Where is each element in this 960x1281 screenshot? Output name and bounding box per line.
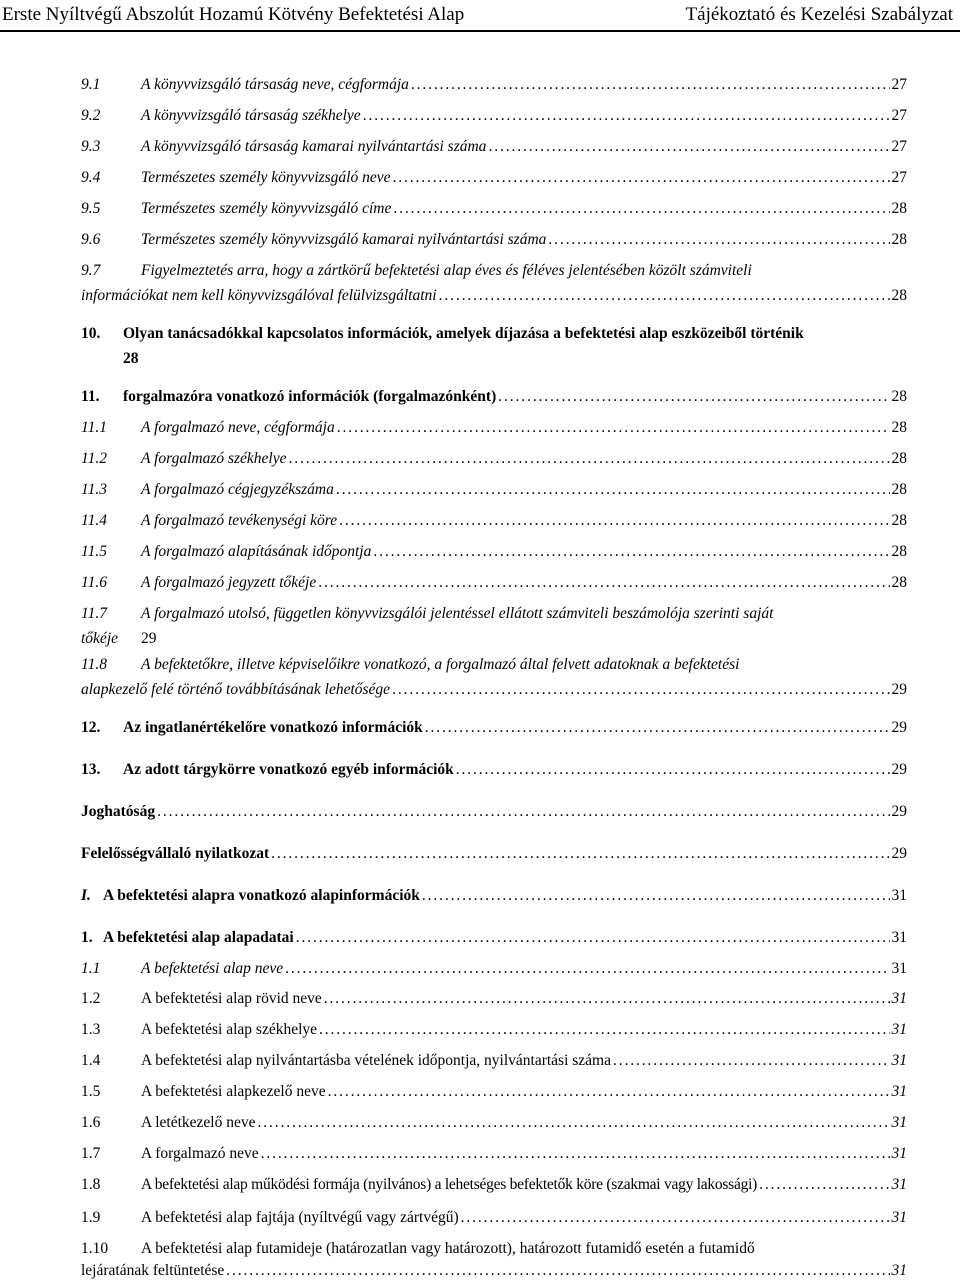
toc-page: 31 [891, 1145, 907, 1162]
toc-leader [393, 165, 890, 190]
toc-title: Az ingatlanértékelőre vonatkozó információk [123, 719, 423, 736]
toc-number: 1.7 [81, 1145, 101, 1162]
toc-page: 28 [891, 512, 907, 529]
toc-page: 29 [891, 803, 907, 820]
toc-entry-9-2[interactable] [81, 103, 907, 128]
toc-leader [324, 986, 890, 1011]
toc-title: A könyvvizsgáló társaság székhelye [141, 107, 361, 124]
toc-title: A befektetési alapra vonatkozó alapinformációk [103, 887, 420, 904]
toc-page: 31 [891, 1021, 907, 1038]
toc-leader [456, 757, 890, 782]
toc-number: 1.5 [81, 1083, 101, 1100]
header-fund-title: Erste Nyíltvégű Abszolút Hozamú Kötvény Befektetési Alap [2, 4, 465, 25]
toc-page: 28 [891, 231, 907, 248]
toc-number: 11.4 [81, 512, 107, 529]
toc-page: 28 [891, 574, 907, 591]
toc-number: 1.8 [81, 1176, 101, 1193]
toc-number: 1.6 [81, 1114, 101, 1131]
toc-page: 31 [891, 1114, 907, 1131]
toc-number: 9.5 [81, 200, 101, 217]
toc-leader [157, 799, 889, 824]
toc-number: 1.3 [81, 1021, 101, 1038]
toc-title: A forgalmazó neve [141, 1145, 259, 1162]
toc-entry-11-3[interactable] [81, 477, 907, 502]
toc-title: Felelősségvállaló nyilatkozat [81, 845, 270, 862]
toc-entry-9-6[interactable] [81, 227, 907, 252]
toc-title: A letétkezelő neve [141, 1114, 256, 1131]
toc-title: A könyvvizsgáló társaság neve, cégformája [141, 76, 409, 93]
toc-leader [461, 1205, 890, 1230]
toc-entry-13[interactable] [81, 757, 907, 782]
toc-title: A befektetési alap székhelye [141, 1021, 318, 1038]
page-header [0, 0, 960, 30]
toc-page: 28 [891, 388, 907, 405]
toc-number: 11. [81, 388, 100, 405]
toc-entry-9-1[interactable] [81, 72, 907, 97]
toc-leader [271, 841, 889, 866]
toc-entry-12[interactable] [81, 715, 907, 740]
toc-title: Természetes személy könyvvizsgáló kamarai nyilvántartási száma [141, 231, 547, 248]
toc-leader [257, 1110, 889, 1135]
toc-title: A befektetési alap működési formája (nyilvános) a lehetséges befektetők köre (szakmai vagy lakossági) [141, 1176, 758, 1193]
toc-leader [759, 1172, 889, 1197]
toc-page: 31 [891, 1083, 907, 1100]
toc-entry-9-5[interactable] [81, 196, 907, 221]
toc-page: 29 [891, 761, 907, 778]
toc-number: 1.9 [81, 1209, 101, 1226]
toc-leader [363, 103, 890, 128]
toc-entry-joghatosag[interactable] [81, 799, 907, 824]
toc-number: 1.2 [81, 990, 101, 1007]
toc-number: 9.7 [81, 262, 101, 279]
toc-title: A befektetési alapkezelő neve [141, 1083, 326, 1100]
toc-entry-11-1[interactable] [81, 415, 907, 440]
toc-page: 29 [891, 719, 907, 736]
toc-title: Joghatóság [81, 803, 156, 820]
toc-entry-11-5[interactable] [81, 539, 907, 564]
toc-title: A forgalmazó neve, cégformája [141, 419, 335, 436]
toc-title-line2: lejáratának feltüntetése [81, 1262, 225, 1279]
toc-leader [296, 925, 890, 950]
toc-entry-11-4[interactable] [81, 508, 907, 533]
toc-title-line1: A befektetőkre, illetve képviselőikre vonatkozó, a forgalmazó által felvett adatoknak a befektetési [141, 656, 740, 673]
toc-entry-1-6[interactable] [81, 1110, 907, 1135]
toc-leader [392, 677, 889, 702]
toc-page: 27 [891, 169, 907, 186]
toc-leader [422, 883, 890, 908]
toc-page: 31 [891, 1052, 907, 1069]
toc-number: 1.10 [81, 1240, 109, 1257]
toc-page: 28 [891, 450, 907, 467]
toc-number: 11.7 [81, 605, 107, 622]
toc-entry-11-8[interactable] [81, 652, 907, 702]
toc-page: 28 [891, 287, 907, 304]
toc-number: 1.4 [81, 1052, 101, 1069]
toc-title: Természetes személy könyvvizsgáló neve [141, 169, 391, 186]
toc-leader [328, 1079, 890, 1104]
toc-title: A befektetési alap rövid neve [141, 990, 322, 1007]
toc-number: 11.8 [81, 656, 107, 673]
toc-entry-1-7[interactable] [81, 1141, 907, 1166]
toc-entry-1-1[interactable] [81, 956, 907, 981]
toc-title: A befektetési alap nyilvántartásba vételének időpontja, nyilvántartási száma [141, 1052, 611, 1069]
toc-entry-1[interactable] [81, 925, 907, 950]
toc-number: 11.5 [81, 543, 107, 560]
toc-title: A befektetési alap alapadatai [103, 929, 294, 946]
toc-entry-11-2[interactable] [81, 446, 907, 471]
toc-leader [373, 539, 889, 564]
toc-entry-part-i[interactable] [81, 883, 907, 908]
toc-entry-felelossegvallalo[interactable] [81, 841, 907, 866]
toc-leader [548, 227, 889, 252]
toc-leader [613, 1048, 890, 1073]
toc-number: 1. [81, 929, 93, 946]
toc-leader [318, 570, 889, 595]
toc-leader [285, 956, 889, 981]
toc-page: 28 [891, 419, 907, 436]
toc-leader [336, 477, 890, 502]
toc-page: 31 [891, 1176, 907, 1193]
toc-entry-1-2[interactable] [81, 986, 907, 1011]
toc-leader [319, 1017, 889, 1042]
toc-leader [439, 283, 890, 308]
toc-number: 10. [81, 325, 101, 342]
toc-page: 29 [141, 630, 157, 647]
toc-title-line2: alapkezelő felé történő továbbításának lehetősége [81, 681, 391, 698]
toc-entry-9-4[interactable] [81, 165, 907, 190]
toc-title-line2: tőkéje [81, 630, 119, 647]
toc-entry-11[interactable] [81, 384, 907, 409]
header-rule [0, 30, 960, 32]
toc-entry-1-3[interactable] [81, 1017, 907, 1042]
toc-number: 11.1 [81, 419, 107, 436]
toc-page: 31 [891, 1262, 907, 1279]
toc-entry-1-5[interactable] [81, 1079, 907, 1104]
toc-number: 9.2 [81, 107, 101, 124]
toc-page: 27 [891, 76, 907, 93]
toc-number: I. [81, 887, 91, 904]
toc-title: Az adott tárgykörre vonatkozó egyéb információk [123, 761, 454, 778]
toc-leader [337, 415, 890, 440]
toc-entry-11-7[interactable] [81, 601, 907, 651]
toc-number: 11.3 [81, 481, 107, 498]
toc-number: 9.4 [81, 169, 101, 186]
toc-number: 9.3 [81, 138, 101, 155]
toc-entry-10[interactable] [81, 321, 907, 371]
toc-title: A forgalmazó cégjegyzékszáma [141, 481, 334, 498]
toc-leader [393, 196, 889, 221]
toc-entry-1-4[interactable] [81, 1048, 907, 1073]
toc-number: 1.1 [81, 960, 101, 977]
toc-title-line1: A befektetési alap futamideje (határozatlan vagy határozott), határozott futamidő esetén a futamidő [141, 1240, 755, 1257]
toc-page: 31 [891, 929, 907, 946]
toc-leader [498, 384, 889, 409]
toc-title: Természetes személy könyvvizsgáló címe [141, 200, 392, 217]
toc-number: 11.6 [81, 574, 107, 591]
toc-page: 31 [891, 1209, 907, 1226]
toc-page: 31 [891, 990, 907, 1007]
toc-title-line2: információkat nem kell könyvvizsgálóval felülvizsgáltatni [81, 287, 437, 304]
toc-page: 28 [891, 543, 907, 560]
toc-entry-11-6[interactable] [81, 570, 907, 595]
toc-page: 31 [891, 960, 907, 977]
toc-leader [411, 72, 890, 97]
header-document-title: Tájékoztató és Kezelési Szabályzat [685, 4, 953, 25]
toc-leader [289, 446, 890, 471]
toc-title: A forgalmazó székhelye [141, 450, 287, 467]
toc-number: 9.1 [81, 76, 101, 93]
toc-entry-9-3[interactable] [81, 134, 907, 159]
toc-page: 29 [891, 845, 907, 862]
toc-title: A könyvvizsgáló társaság kamarai nyilvántartási száma [141, 138, 487, 155]
toc-title: A forgalmazó alapításának időpontja [141, 543, 372, 560]
toc-number: 13. [81, 761, 101, 778]
toc-page: 27 [891, 138, 907, 155]
toc-number: 9.6 [81, 231, 101, 248]
toc-page: 31 [891, 887, 907, 904]
toc-page: 28 [891, 481, 907, 498]
toc-number: 12. [81, 719, 101, 736]
toc-page: 27 [891, 107, 907, 124]
toc-title-line2: 28 [123, 350, 139, 367]
toc-entry-1-10[interactable] [81, 1236, 907, 1281]
toc-title: A befektetési alap fajtája (nyíltvégű vagy zártvégű) [141, 1209, 459, 1226]
toc-leader [261, 1141, 890, 1166]
toc-title-line1: Olyan tanácsadókkal kapcsolatos információk, amelyek díjazása a befektetési alap eszközeiből történik [123, 325, 804, 342]
toc-title: A forgalmazó jegyzett tőkéje [141, 574, 317, 591]
toc-title-line1: Figyelmeztetés arra, hogy a zártkörű befektetési alap éves és féléves jelentésében közölt számviteli [141, 262, 752, 279]
toc-title: forgalmazóra vonatkozó információk (forgalmazónként) [123, 388, 497, 405]
toc-entry-1-8[interactable] [81, 1172, 907, 1197]
toc-page: 29 [891, 681, 907, 698]
toc-entry-1-9[interactable] [81, 1205, 907, 1230]
toc-entry-9-7[interactable] [81, 258, 907, 308]
toc-leader [488, 134, 889, 159]
toc-number: 11.2 [81, 450, 107, 467]
toc-leader [425, 715, 890, 740]
toc-title: A befektetési alap neve [141, 960, 284, 977]
toc-leader [339, 508, 889, 533]
toc-page: 28 [891, 200, 907, 217]
toc-leader [226, 1261, 889, 1281]
toc-title-line1: A forgalmazó utolsó, független könyvvizsgálói jelentéssel ellátott számviteli beszámolója szerinti saját [141, 605, 774, 622]
toc-title: A forgalmazó tevékenységi köre [141, 512, 338, 529]
